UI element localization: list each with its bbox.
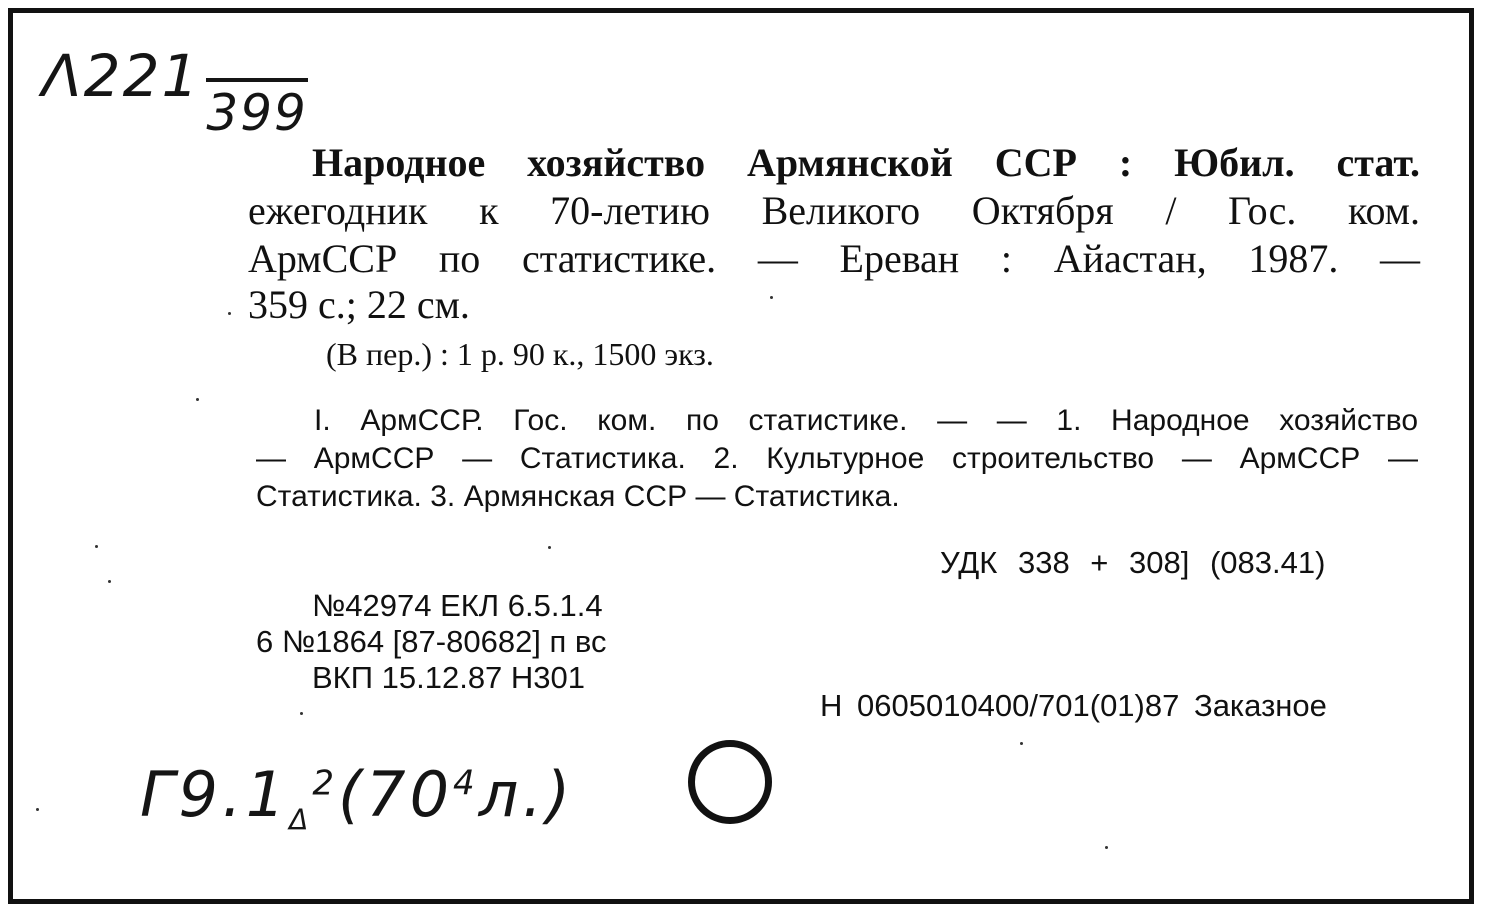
title-line-4: 359 с.; 22 см. xyxy=(248,282,470,327)
classmark-sub: Δ xyxy=(289,803,313,837)
subject-line-1: I. АрмССР. Гос. ком. по статистике. — — 1. Народное хозяйство xyxy=(314,404,1418,437)
handwritten-classmark xyxy=(140,758,574,836)
title-line-3: АрмССР по статистике. — Ереван : Айастан, 1987. — xyxy=(248,236,1420,281)
title-line-1: Народное хозяйство Армянской ССР : Юбил. стат. xyxy=(312,140,1420,185)
price-line: (В пер.) : 1 р. 90 к., 1500 экз. xyxy=(326,336,714,372)
classmark-tail-sup: 4 xyxy=(453,763,479,804)
shelfmark-numerator: Λ221 xyxy=(42,42,201,110)
imprint-line-2: 6 №1864 [87-80682] п вс xyxy=(256,624,607,659)
subject-line-3: Статистика. 3. Армянская ССР — Статистика. xyxy=(256,480,900,513)
speck xyxy=(196,398,199,401)
imprint-line-1: №42974 ЕКЛ 6.5.1.4 xyxy=(312,588,603,623)
speck xyxy=(95,545,98,548)
speck xyxy=(1020,742,1023,745)
classmark-tail-end: л.) xyxy=(478,758,575,831)
speck xyxy=(300,712,303,715)
classmark-tail: (70 xyxy=(337,758,454,831)
udc-code: УДК 338 + 308] (083.41) xyxy=(940,545,1326,580)
catalog-hole-circle xyxy=(688,740,772,824)
speck xyxy=(1105,846,1108,849)
shelfmark-denominator: 399 xyxy=(206,78,307,142)
title-line-2: ежегодник к 70-летию Великого Октября / Гос. ком. xyxy=(248,188,1420,233)
imprint-line-3: ВКП 15.12.87 Н301 xyxy=(312,660,586,695)
speck xyxy=(770,296,773,299)
subject-line-2: — АрмССР — Статистика. 2. Культурное строительство — АрмССР — xyxy=(256,442,1418,475)
speck xyxy=(228,312,231,315)
speck xyxy=(548,546,551,549)
order-code-line: Н 0605010400/701(01)87 Заказное xyxy=(820,688,1327,723)
speck xyxy=(108,580,111,583)
classmark-sup: 2 xyxy=(312,763,338,804)
classmark-main: Г9.1 xyxy=(140,758,290,831)
speck xyxy=(36,808,39,811)
handwritten-shelfmark xyxy=(42,42,308,142)
